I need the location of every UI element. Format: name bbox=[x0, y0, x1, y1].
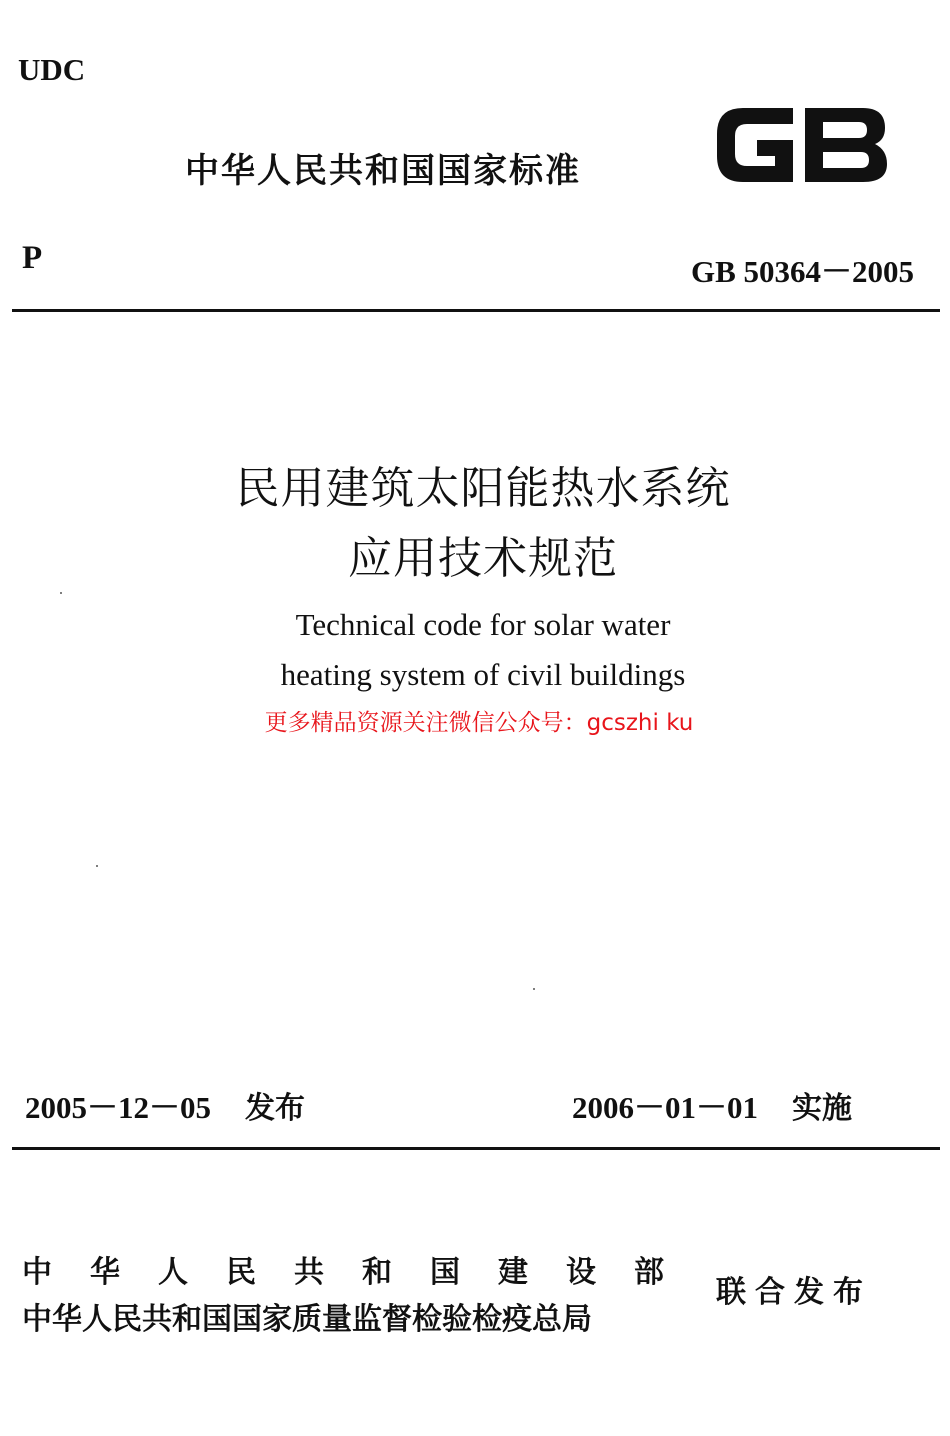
udc-label: UDC bbox=[18, 52, 86, 87]
effective-date: 2006－01－01 bbox=[572, 1090, 758, 1125]
bottom-divider bbox=[12, 1147, 940, 1150]
gb-logo-graphic bbox=[713, 100, 889, 188]
effective-date-block bbox=[572, 1082, 852, 1127]
category-code: P bbox=[22, 240, 43, 276]
issuer-ministry: 中华人民共和国建设部 bbox=[22, 1255, 702, 1290]
title-english-line1: Technical code for solar water bbox=[295, 607, 671, 642]
scan-speck bbox=[60, 592, 62, 594]
gb-logo bbox=[713, 100, 889, 188]
issuer-aqsiq: 中华人民共和国国家质量监督检验检疫总局 bbox=[22, 1302, 592, 1337]
title-chinese-line2: 应用技术规范 bbox=[348, 533, 618, 584]
issue-date: 2005－12－05 bbox=[25, 1090, 211, 1125]
title-chinese-line1: 民用建筑太阳能热水系统 bbox=[235, 463, 731, 514]
joint-issue-label: 联合发布 bbox=[716, 1275, 872, 1310]
effective-label: 实施 bbox=[792, 1091, 852, 1126]
title-english-line2: heating system of civil buildings bbox=[280, 657, 686, 692]
standard-number: GB 50364－2005 bbox=[690, 254, 914, 289]
national-standard-heading: 中华人民共和国国家标准 bbox=[185, 151, 581, 191]
issue-label: 发布 bbox=[245, 1091, 305, 1126]
scan-speck bbox=[96, 865, 98, 867]
issue-date-block bbox=[25, 1082, 305, 1127]
promo-watermark-text: 更多精品资源关注微信公众号：gcszhi ku bbox=[264, 710, 694, 736]
top-divider bbox=[12, 309, 940, 312]
scan-speck bbox=[533, 988, 535, 990]
